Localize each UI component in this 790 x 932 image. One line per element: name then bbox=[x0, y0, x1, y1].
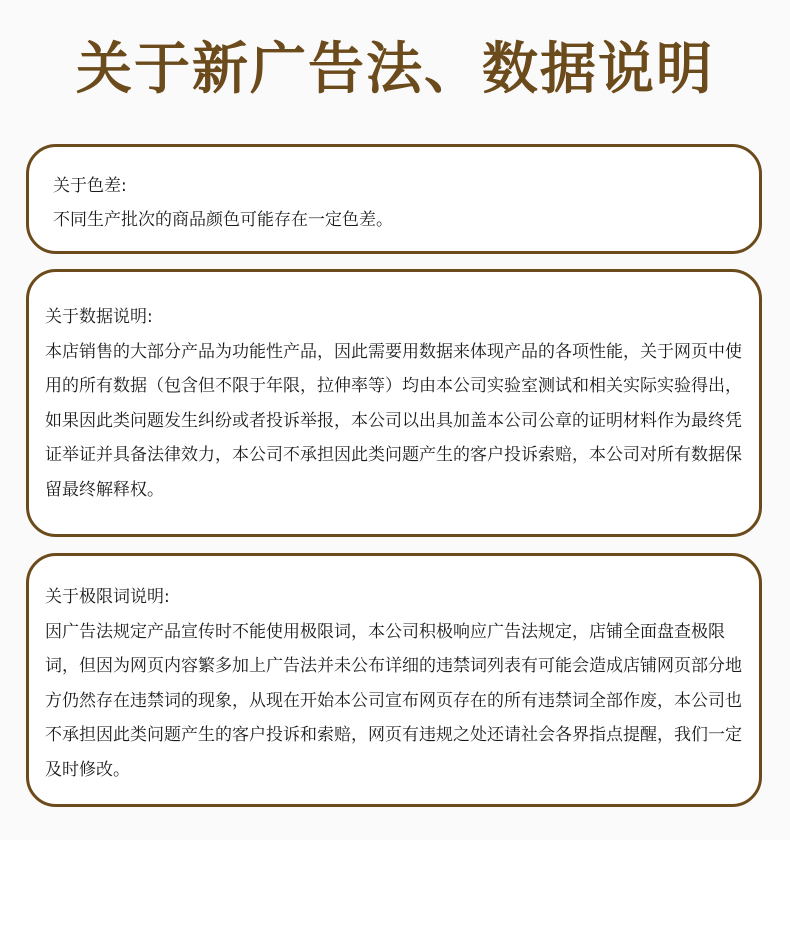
extreme-words-section bbox=[26, 553, 762, 807]
data-statement-text: 本店销售的大部分产品为功能性产品，因此需要用数据来体现产品的各项性能，关于网页中使用的所有数据（包含但不限于年限，拉伸率等）均由本公司实验室测试和相关实际实验得出，如果因此类问题发生纠纷或者投诉举报，本公司以出具加盖本公司公章的证明材料作为最终凭证举证并具备法律效力，本公司不承担因此类问题产生的客户投诉索赔，本公司对所有数据保留最终解释权。 bbox=[45, 341, 742, 500]
color-difference-text: 不同生产批次的商品颜色可能存在一定色差。 bbox=[53, 210, 393, 230]
color-difference-heading: 关于色差: bbox=[53, 176, 127, 196]
extreme-words-text: 因广告法规定产品宣传时不能使用极限词，本公司积极响应广告法规定，店铺全面盘查极限词，但因为网页内容繁多加上广告法并未公布详细的违禁词列表有可能会造成店铺网页部分地方仍然存在违禁词的现象，从现在开始本公司宣布网页存在的所有违禁词全部作废，本公司也不承担因此类问题产生的客户投诉和索赔，网页有违规之处还请社会各界指点提醒，我们一定及时修改。 bbox=[45, 621, 742, 780]
data-statement-heading: 关于数据说明: bbox=[45, 307, 153, 327]
color-difference-section bbox=[26, 144, 762, 254]
data-statement-section bbox=[26, 269, 762, 537]
page-title: 关于新广告法、数据说明 bbox=[76, 37, 714, 102]
extreme-words-heading: 关于极限词说明: bbox=[45, 587, 170, 607]
